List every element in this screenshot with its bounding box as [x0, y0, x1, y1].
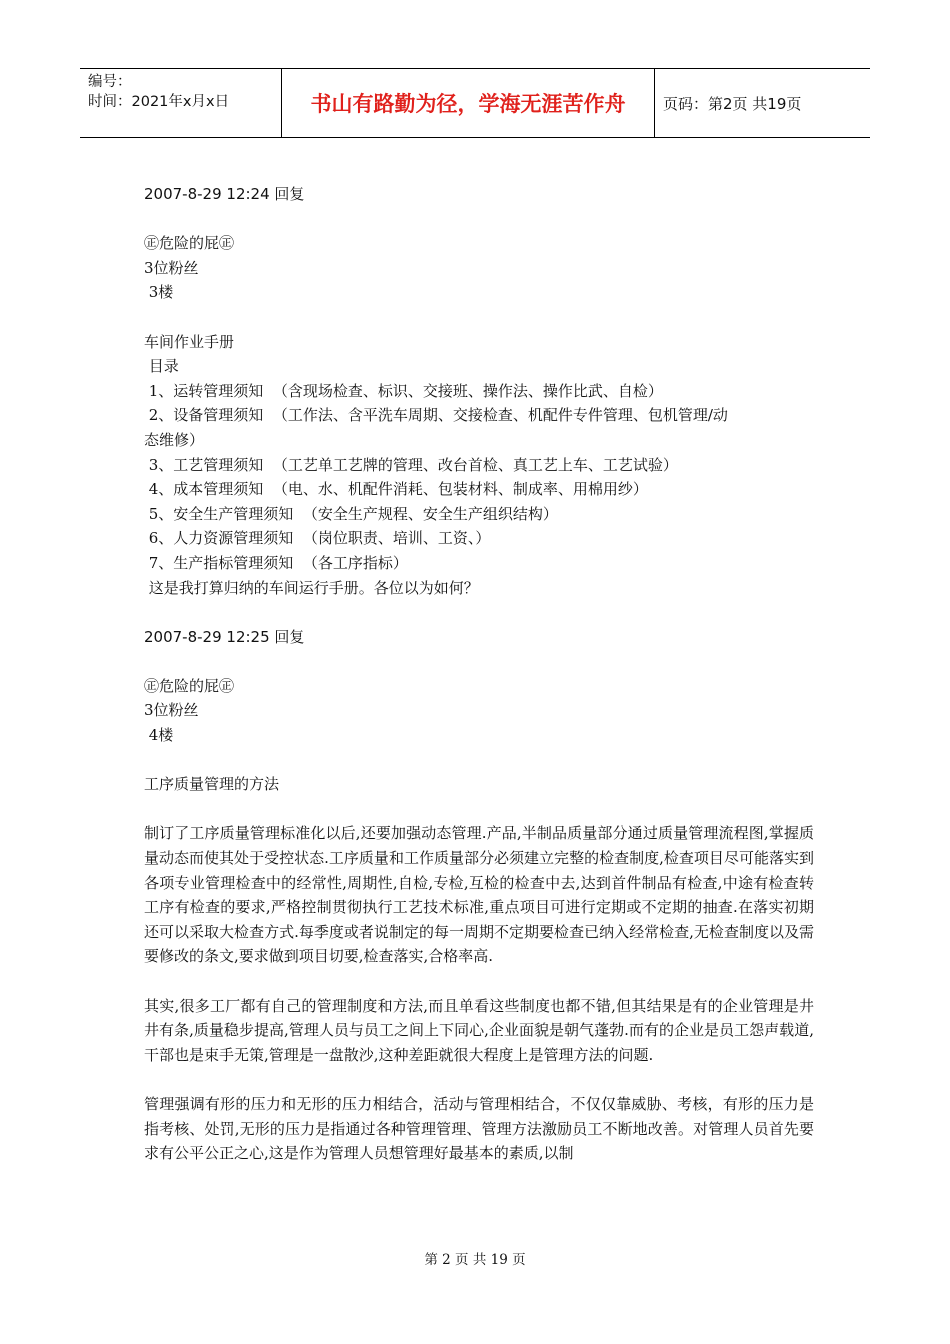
toc-line: 6、人力资源管理须知 （岗位职责、培训、工资、） [144, 529, 491, 548]
post-floor: 4楼 [144, 726, 174, 745]
toc-line: 4、成本管理须知 （电、水、机配件消耗、包装材料、制成率、用棉用纱） [144, 480, 648, 499]
post-fans: 3位粉丝 [144, 701, 199, 720]
header-page-info: 页码：第2页 共19页 [663, 94, 802, 113]
post-timestamp: 2007-8-29 12:24 [144, 185, 270, 203]
body-paragraph: 其实,很多工厂都有自己的管理制度和方法,而且单看这些制度也都不错,但其结果是有的企业管理是井井有条,质量稳步提高,管理人员与员工之间上下同心,企业面貌是朝气蓬勃.而有的企业是员工怨声载道,干部也是束手无策,管理是一盘散沙,这种差距就很大程度上是管理方法的问题. [144, 996, 814, 1064]
reply-link[interactable]: 回复 [274, 627, 305, 646]
post-username[interactable]: ㊣危险的屁㊣ [144, 234, 235, 253]
number-label: 编号： [88, 74, 132, 90]
toc-line: 2、设备管理须知 （工作法、含平洗车周期、交接检查、机配件专件管理、包机管理/动 [144, 406, 728, 425]
toc-line: 目录 [144, 357, 179, 376]
post-timestamp: 2007-8-29 12:25 [144, 627, 270, 646]
toc-line: 1、运转管理须知 （含现场检查、标识、交接班、操作法、操作比武、自检） [144, 381, 663, 400]
toc-line: 这是我打算归纳的车间运行手册。各位以为如何？ [144, 578, 479, 597]
post-title: 车间作业手册 [144, 332, 235, 351]
body-paragraph: 制订了工序质量管理标准化以后,还要加强动态管理.产品,半制品质量部分通过质量管理流程图,掌握质量动态而使其处于受控状态.工序质量和工作质量部分必须建立完整的检查制度,检查项目尽可能落实到各项专业管理检查中的经常性,周期性,自检,专检,互检的检查中去,达到首件制品有检查,中途有检查转工序有检查的要求,严格控制贯彻执行工艺技术标准,重点项目可进行定期或不定期的抽查.在落实初期还可以采取大检查方式.每季度或者说制定的每一周期不定期要检查已纳入经常检查,无检查制度以及需要修改的条文,要求做到项目切要,检查落实,合格率高. [144, 824, 814, 966]
document-body [144, 182, 814, 1166]
reply-link[interactable]: 回复 [274, 185, 305, 203]
post-floor: 3楼 [144, 283, 174, 302]
header-meta [80, 69, 282, 137]
toc-line: 态维修） [144, 430, 205, 449]
post-username[interactable]: ㊣危险的屁㊣ [144, 676, 235, 695]
toc-line: 5、安全生产管理须知 （安全生产规程、安全生产组织结构） [144, 504, 558, 523]
post-header [144, 625, 814, 650]
page-header [80, 68, 870, 138]
header-motto: 书山有路勤为径，学海无涯苦作舟 [282, 69, 655, 137]
toc-line: 3、工艺管理须知 （工艺单工艺牌的管理、改台首检、真工艺上车、工艺试验） [144, 455, 678, 474]
body-paragraph: 管理强调有形的压力和无形的压力相结合，活动与管理相结合，不仅仅靠威胁、考核，有形的压力是指考核、处罚,无形的压力是指通过各种管理管理、管理方法激励员工不断地改善。对管理人员首先要求有公平公正之心,这是作为管理人员想管理好最基本的素质,以制 [144, 1094, 814, 1163]
toc-line: 7、生产指标管理须知 （各工序指标） [144, 553, 408, 572]
page-footer: 第 2 页 共 19 页 [424, 1252, 526, 1268]
post-header [144, 182, 814, 207]
post-title: 工序质量管理的方法 [144, 775, 280, 794]
time-label: 时间：2021年x月x日 [88, 94, 230, 110]
post-fans: 3位粉丝 [144, 258, 199, 277]
